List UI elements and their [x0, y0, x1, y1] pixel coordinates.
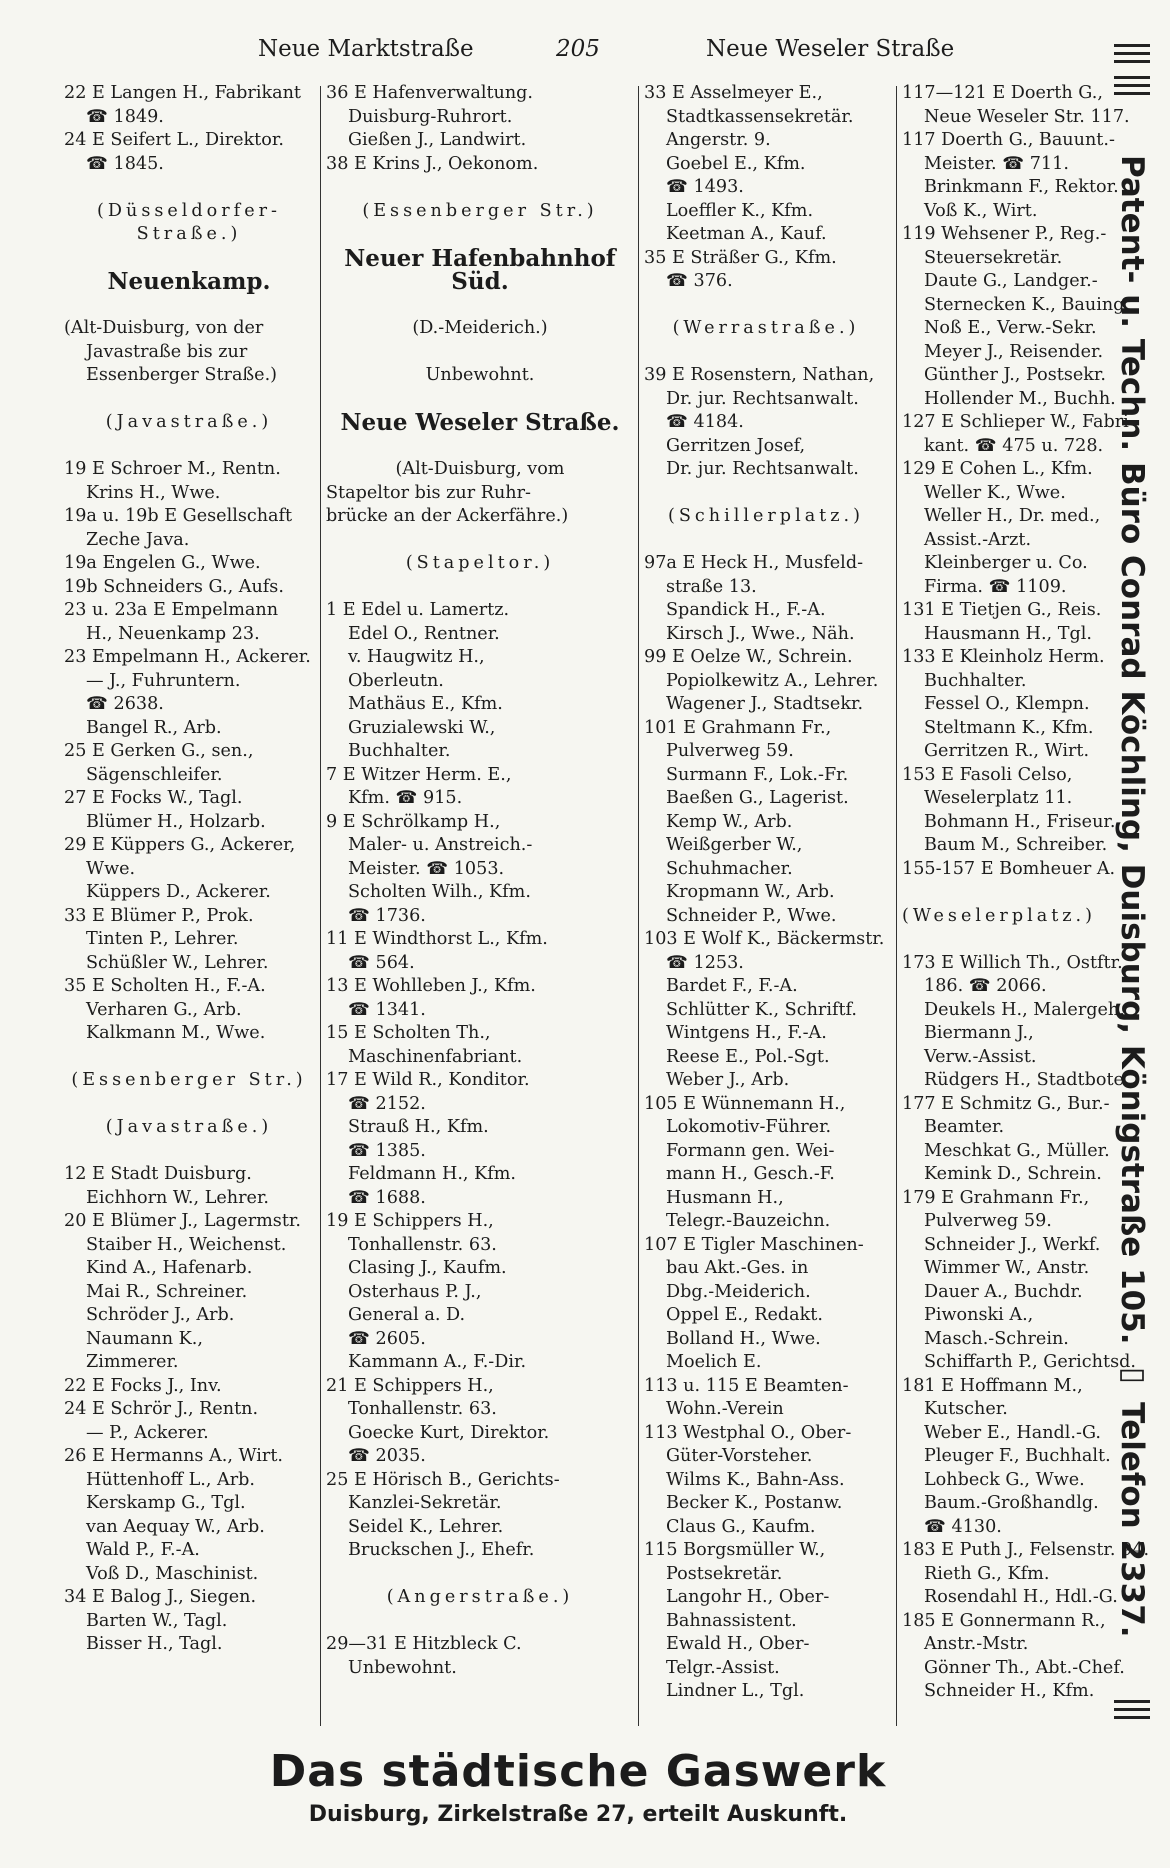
entry-line: Weißgerber W., — [666, 835, 803, 855]
entry-line: 26 E Hermanns A., Wirt. — [64, 1446, 283, 1466]
entry-line: Mai R., Schreiner. — [86, 1281, 248, 1302]
entry-line: 33 E Asselmeyer E., — [644, 83, 823, 103]
entry-line: Rüdgers H., Stadtbote. — [924, 1070, 1130, 1090]
spacer — [326, 176, 634, 200]
entry-line: Wagener J., Stadtsekr. — [666, 694, 864, 714]
entry-line: 113 u. 115 E Beamten- — [644, 1375, 849, 1396]
entry-line: Bisser H., Tagl. — [86, 1634, 223, 1654]
entry-line: 185 E Gonnermann R., — [902, 1610, 1106, 1631]
entry-line: Küppers D., Ackerer. — [86, 882, 271, 902]
entry-line: Noß E., Verw.-Sekr. — [924, 318, 1097, 338]
entry-line: 117—121 E Doerth G., — [902, 83, 1103, 103]
entry-line: 35 E Scholten H., F.-A. — [64, 976, 266, 996]
entry-line: Meyer J., Reisender. — [924, 341, 1104, 362]
column-divider — [638, 86, 639, 1726]
entry-line: ☎ 1849. — [86, 106, 164, 127]
cross-street-label: (Angerstraße.) — [386, 1587, 574, 1607]
entry-line: Gruzialewski W., — [348, 717, 496, 738]
entry-line: Kemp W., Arb. — [666, 811, 793, 832]
ornament-rule — [1114, 52, 1150, 55]
entry-line: 34 E Balog J., Siegen. — [64, 1587, 257, 1607]
entry-line: Anstr.-Mstr. — [924, 1634, 1029, 1654]
entry-line: 36 E Hafenverwaltung. — [326, 83, 534, 103]
ornament-rule — [1114, 1700, 1150, 1703]
spacer — [326, 529, 634, 553]
entry-line: Kammann A., F.-Dir. — [348, 1352, 527, 1372]
entry-line: 103 E Wolf K., Bäckermstr. — [644, 929, 885, 949]
entry-line: Assist.-Arzt. — [924, 529, 1032, 550]
spacer — [64, 294, 314, 318]
entry-line: Lokomotiv-Führer. — [666, 1117, 832, 1137]
entry-line: Weller K., Wwe. — [924, 482, 1066, 503]
entry-line: Meister. ☎ 1053. — [348, 858, 505, 879]
entry-line: Gerritzen Josef, — [666, 435, 806, 456]
entry-line: 20 E Blümer J., Lagermstr. — [64, 1211, 301, 1231]
entry-line: — P., Ackerer. — [86, 1422, 209, 1443]
entry-line: Krins H., Wwe. — [86, 482, 221, 503]
cross-street-label: (Düsseldorfer- — [97, 200, 281, 221]
entry-line: 35 E Sträßer G., Kfm. — [644, 247, 837, 268]
entry-line: Clasing J., Kaufm. — [348, 1258, 507, 1278]
entry-line: Telgr.-Assist. — [666, 1657, 780, 1678]
column-2 — [322, 82, 638, 1730]
column-1 — [60, 82, 318, 1730]
entry-line: 13 E Wohlleben J., Kfm. — [326, 976, 536, 996]
entry-line: Pleuger F., Buchhalt. — [924, 1446, 1111, 1466]
entry-line: Rieth G., Kfm. — [924, 1563, 1050, 1584]
spacer — [64, 1140, 314, 1164]
entry-line: Surmann F., Lok.-Fr. — [666, 764, 849, 785]
entry-line: Essenberger Straße.) — [86, 365, 278, 385]
entry-line: Dbg.-Meiderich. — [666, 1281, 811, 1302]
entry-line: (D.-Meiderich.) — [412, 318, 548, 338]
entry-line: Postsekretär. — [666, 1563, 783, 1584]
entry-line: ☎ 2638. — [86, 694, 164, 714]
entry-line: ☎ 2152. — [348, 1093, 426, 1114]
entry-line: 173 E Willich Th., Ostftr. — [902, 952, 1123, 973]
entry-line: Stapeltor bis zur Ruhr- — [326, 482, 531, 503]
entry-line: Lohbeck G., Wwe. — [924, 1469, 1085, 1490]
spacer — [902, 881, 1092, 905]
entry-line: Beamter. — [924, 1117, 1005, 1137]
street-heading: Neuenkamp. — [107, 268, 271, 295]
entry-line: 19 E Schippers H., — [326, 1211, 494, 1231]
entry-line: 117 Doerth G., Bauunt.- — [902, 130, 1115, 150]
header-left-street: Neue Marktstraße — [258, 36, 474, 62]
entry-line: Zeche Java. — [86, 529, 190, 550]
column-divider — [320, 86, 321, 1726]
entry-line: 25 E Hörisch B., Gerichts- — [326, 1469, 560, 1490]
entry-line: H., Neuenkamp 23. — [86, 623, 260, 644]
entry-line: 177 E Schmitz G., Bur.- — [902, 1093, 1110, 1114]
spacer — [326, 435, 634, 459]
entry-line: ☎ 376. — [666, 271, 733, 291]
spacer — [64, 247, 314, 271]
entry-line: Claus G., Kaufm. — [666, 1516, 816, 1537]
street-heading: Neuer Hafenbahnhof — [344, 244, 616, 272]
entry-line: Wwe. — [86, 858, 136, 879]
entry-line: Duisburg-Ruhrort. — [348, 106, 513, 127]
entry-line: Spandick H., F.-A. — [666, 600, 826, 620]
entry-line: Naumann K., — [86, 1328, 203, 1349]
entry-line: General a. D. — [348, 1305, 466, 1325]
entry-line: Kerskamp G., Tgl. — [86, 1493, 246, 1513]
header-right-street: Neue Weseler Straße — [706, 36, 955, 62]
entry-line: Angerstr. 9. — [666, 130, 771, 150]
entry-line: Wald P., F.-A. — [86, 1540, 200, 1560]
entry-line: Lindner L., Tgl. — [666, 1681, 805, 1701]
spacer — [326, 576, 634, 600]
entry-line: ☎ 1341. — [348, 999, 426, 1020]
spacer — [326, 1610, 634, 1634]
cross-street-label: (Weselerplatz.) — [902, 905, 1096, 926]
entry-line: Masch.-Schrein. — [924, 1328, 1069, 1349]
entry-line: Unbewohnt. — [425, 365, 535, 385]
entry-line: Maschinenfabriant. — [348, 1046, 523, 1067]
entry-line: 19 E Schroer M., Rentn. — [64, 459, 281, 479]
street-heading: Süd. — [451, 268, 509, 295]
entry-line: Weselerplatz 11. — [924, 788, 1073, 808]
spacer — [644, 482, 888, 506]
street-heading: Neue Weseler Straße. — [340, 409, 620, 436]
entry-line: Schneider P., Wwe. — [666, 905, 837, 926]
cross-street-label: Straße.) — [136, 224, 242, 244]
entry-line: 19a Engelen G., Wwe. — [64, 553, 261, 573]
margin-advertisement — [1104, 36, 1160, 1756]
entry-line: Javastraße bis zur — [86, 341, 248, 362]
ornament-rule — [1114, 84, 1150, 87]
entry-line: 1 E Edel u. Lamertz. — [326, 600, 510, 620]
entry-line: Eichhorn W., Lehrer. — [86, 1187, 270, 1208]
entry-line: Gönner Th., Abt.-Chef. — [924, 1657, 1125, 1678]
ornament-rule — [1114, 44, 1150, 47]
ornament-rule — [1114, 60, 1150, 63]
entry-line: ☎ 1688. — [348, 1187, 426, 1208]
entry-line: Zimmerer. — [86, 1352, 179, 1372]
entry-line: Piwonski A., — [924, 1305, 1034, 1325]
entry-line: Steltmann K., Kfm. — [924, 717, 1094, 738]
entry-line: Schröder J., Arb. — [86, 1305, 235, 1325]
entry-line: Pulverweg 59. — [924, 1211, 1052, 1231]
entry-line: 181 E Hoffmann M., — [902, 1375, 1083, 1396]
entry-line: Seidel K., Lehrer. — [348, 1516, 504, 1537]
entry-line: Staiber H., Weichenst. — [86, 1234, 287, 1255]
cross-street-label: (Werrastraße.) — [672, 318, 860, 338]
entry-line: 33 E Blümer P., Prok. — [64, 905, 254, 926]
entry-line: 19b Schneiders G., Aufs. — [64, 576, 284, 597]
entry-line: Mathäus E., Kfm. — [348, 694, 503, 714]
entry-line: Strauß H., Kfm. — [348, 1117, 489, 1137]
entry-line: 186. ☎ 2066. — [924, 976, 1047, 996]
entry-line: 17 E Wild R., Konditor. — [326, 1070, 530, 1090]
entry-line: Langohr H., Ober- — [666, 1587, 830, 1607]
entry-line: 9 E Schrölkamp H., — [326, 811, 501, 832]
entry-line: Biermann J., — [924, 1023, 1034, 1043]
column-divider — [896, 86, 897, 1726]
ornament-rule — [1114, 1708, 1150, 1711]
spacer — [64, 1093, 314, 1117]
entry-line: Rosendahl H., Hdl.-G. — [924, 1587, 1118, 1607]
entry-line: Edel O., Rentner. — [348, 623, 500, 644]
entry-line: 127 E Schlieper W., Fabri- — [902, 412, 1135, 432]
entry-line: Becker K., Postanw. — [666, 1493, 843, 1513]
cross-street-label: (Stapeltor.) — [405, 553, 555, 573]
entry-line: ☎ 1845. — [86, 153, 164, 174]
entry-line: ☎ 1385. — [348, 1140, 426, 1161]
entry-line: — J., Fuhruntern. — [86, 670, 241, 691]
spacer — [326, 1563, 634, 1587]
entry-line: Bohmann H., Friseur. — [924, 811, 1116, 832]
entry-line: Kutscher. — [924, 1399, 1008, 1419]
entry-line: Kalkmann M., Wwe. — [86, 1023, 266, 1043]
cross-street-label: (Javastraße.) — [105, 412, 273, 432]
entry-line: Unbewohnt. — [348, 1657, 457, 1678]
entry-line: 15 E Scholten Th., — [326, 1023, 491, 1043]
entry-line: Schlütter K., Schriftf. — [666, 999, 858, 1020]
entry-line: Formann gen. Wei- — [666, 1140, 835, 1161]
entry-line: 129 E Cohen L., Kfm. — [902, 459, 1093, 479]
entry-line: Wohn.-Verein — [666, 1399, 784, 1419]
entry-line: Schneider H., Kfm. — [924, 1681, 1095, 1701]
entry-line: ☎ 2035. — [348, 1446, 426, 1466]
cross-street-label: (Schillerplatz.) — [668, 506, 864, 526]
spacer — [64, 1046, 314, 1070]
entry-line: Dr. jur. Rechtsanwalt. — [666, 388, 859, 409]
entry-line: Hüttenhoff L., Arb. — [86, 1469, 256, 1490]
entry-line: Baum.-Großhandlg. — [924, 1493, 1099, 1513]
entry-line: 7 E Witzer Herm. E., — [326, 764, 512, 785]
entry-line: Oppel E., Redakt. — [666, 1305, 823, 1325]
entry-line: Buchhalter. — [348, 741, 451, 761]
entry-line: 19a u. 19b E Gesellschaft — [64, 506, 293, 526]
entry-line: Hausmann H., Tgl. — [924, 623, 1092, 644]
entry-line: Steuersekretär. — [924, 247, 1063, 268]
entry-line: 105 E Wünnemann H., — [644, 1093, 846, 1114]
entry-line: Kfm. ☎ 915. — [348, 788, 463, 808]
entry-line: Hollender M., Buchh. — [924, 388, 1116, 409]
entry-line: Wimmer W., Anstr. — [924, 1258, 1090, 1278]
entry-line: Barten W., Tagl. — [86, 1610, 228, 1631]
entry-line: mann H., Gesch.-F. — [666, 1164, 835, 1184]
entry-line: 25 E Gerken G., sen., — [64, 741, 254, 761]
entry-line: Weber J., Arb. — [666, 1070, 790, 1090]
entry-line: 99 E Oelze W., Schrein. — [644, 647, 853, 667]
entry-line: Kirsch J., Wwe., Näh. — [666, 623, 855, 644]
entry-line: 12 E Stadt Duisburg. — [64, 1164, 252, 1184]
entry-line: Weber E., Handl.-G. — [924, 1422, 1101, 1443]
entry-line: Verharen G., Arb. — [86, 999, 242, 1020]
entry-line: van Aequay W., Arb. — [86, 1516, 265, 1537]
entry-line: 29—31 E Hitzbleck C. — [326, 1634, 522, 1654]
entry-line: Wintgens H., F.-A. — [666, 1023, 827, 1043]
entry-line: Gerritzen R., Wirt. — [924, 741, 1090, 761]
entry-line: 29 E Küppers G., Ackerer, — [64, 835, 296, 855]
entry-line: Husmann H., — [666, 1187, 784, 1208]
entry-line: Günther J., Postsekr. — [924, 365, 1106, 385]
ornament-rule — [1114, 76, 1150, 79]
entry-line: Bardet F., F.-A. — [666, 976, 798, 996]
entry-line: 101 E Grahmann Fr., — [644, 717, 832, 738]
spacer — [644, 294, 888, 318]
entry-line: Voß D., Maschinist. — [86, 1563, 259, 1584]
entry-line: Bolland H., Wwe. — [666, 1328, 821, 1349]
entry-line: Fessel O., Klempn. — [924, 694, 1090, 714]
entry-line: bau Akt.-Ges. in — [666, 1258, 809, 1278]
entry-line: Kropmann W., Arb. — [666, 882, 835, 902]
entry-line: Tonhallenstr. 63. — [348, 1399, 497, 1419]
entry-line: 179 E Grahmann Fr., — [902, 1187, 1090, 1208]
entry-line: Güter-Vorsteher. — [666, 1446, 813, 1466]
entry-line: 107 E Tigler Maschinen- — [644, 1234, 864, 1255]
entry-line: Bahnassistent. — [666, 1610, 797, 1631]
entry-line: Bangel R., Arb. — [86, 717, 222, 738]
entry-line: 11 E Windthorst L., Kfm. — [326, 929, 548, 949]
spacer — [64, 176, 314, 200]
entry-line: ☎ 564. — [348, 952, 415, 973]
entry-line: Meschkat G., Müller. — [924, 1140, 1110, 1161]
entry-line: Kind A., Hafenarb. — [86, 1258, 253, 1278]
entry-line: Scholten Wilh., Kfm. — [348, 882, 531, 902]
entry-line: 113 Westphal O., Ober- — [644, 1422, 852, 1443]
entry-line: Kemink D., Schrein. — [924, 1164, 1102, 1184]
entry-line: Wilms K., Bahn-Ass. — [666, 1469, 845, 1490]
entry-line: ☎ 4130. — [924, 1516, 1002, 1537]
entry-line: 23 u. 23a E Empelmann — [64, 600, 279, 620]
entry-line: Schiffarth P., Gerichtsd. — [924, 1352, 1136, 1372]
cross-street-label: (Essenberger Str.) — [362, 200, 598, 221]
entry-line: ☎ 1736. — [348, 905, 426, 926]
entry-line: Keetman A., Kauf. — [666, 224, 827, 244]
spacer — [64, 388, 314, 412]
entry-line: Buchhalter. — [924, 670, 1027, 691]
entry-line: Stadtkassensekretär. — [666, 106, 854, 127]
entry-line: Goecke Kurt, Direktor. — [348, 1422, 550, 1443]
cross-street-label: (Javastraße.) — [105, 1117, 273, 1137]
entry-line: 24 E Seifert L., Direktor. — [64, 130, 284, 150]
entry-line: Feldmann H., Kfm. — [348, 1164, 517, 1184]
entry-line: straße 13. — [666, 576, 757, 597]
entry-line: Tinten P., Lehrer. — [86, 929, 239, 949]
entry-line: 38 E Krins J., Oekonom. — [326, 153, 539, 174]
entry-line: Voß K., Wirt. — [924, 200, 1038, 221]
spacer — [644, 529, 888, 553]
entry-line: Maler- u. Anstreich.- — [348, 835, 533, 855]
entry-line: v. Haugwitz H., — [348, 647, 485, 667]
entry-line: Dr. jur. Rechtsanwalt. — [666, 459, 859, 479]
entry-line: 24 E Schrör J., Rentn. — [64, 1399, 259, 1419]
entry-line: 115 Borgsmüller W., — [644, 1540, 826, 1560]
entry-line: Tonhallenstr. 63. — [348, 1234, 497, 1255]
entry-line: Schneider J., Werkf. — [924, 1234, 1101, 1255]
entry-line: Pulverweg 59. — [666, 741, 794, 761]
entry-line: Sternecken K., Bauing. — [924, 294, 1131, 315]
entry-line: Osterhaus P. J., — [348, 1281, 482, 1302]
entry-line: 131 E Tietjen G., Reis. — [902, 600, 1102, 620]
page-number: 205 — [556, 36, 600, 62]
spacer — [64, 435, 314, 459]
entry-line: 155-157 E Bomheuer A. — [902, 858, 1116, 879]
margin-advertisement-text: Patent- u. Techn. Büro Conrad Köchling, Duisburg, Königstraße 105. ▭ Telefon 2337. — [1114, 154, 1150, 1638]
entry-line: ☎ 4184. — [666, 412, 744, 432]
entry-line: 183 E Puth J., Felsenstr. 94. — [902, 1540, 1150, 1560]
entry-line: Gießen J., Landwirt. — [348, 130, 527, 150]
entry-line: 153 E Fasoli Celso, — [902, 764, 1073, 785]
entry-line: Sägenschleifer. — [86, 764, 223, 785]
entry-line: Baeßen G., Lagerist. — [666, 788, 849, 808]
spacer — [326, 223, 634, 247]
entry-line: (Alt-Duisburg, von der — [64, 318, 264, 338]
spacer — [644, 341, 888, 365]
entry-line: Moelich E. — [666, 1352, 762, 1372]
footer-subtitle: Duisburg, Zirkelstraße 27, erteilt Auskunft. — [308, 1802, 848, 1827]
entry-line: Telegr.-Bauzeichn. — [666, 1211, 831, 1231]
column-3 — [640, 82, 892, 1730]
footer-advertisement — [60, 1744, 1096, 1854]
entry-line: brücke an der Ackerfähre.) — [326, 506, 569, 526]
entry-line: kant. ☎ 475 u. 728. — [924, 435, 1104, 456]
spacer — [326, 294, 634, 318]
entry-line: Schuhmacher. — [666, 858, 793, 879]
entry-line: Kleinberger u. Co. — [924, 553, 1088, 573]
entry-line: ☎ 1253. — [666, 952, 744, 973]
entry-line: 27 E Focks W., Tagl. — [64, 788, 243, 808]
entry-line: 39 E Rosenstern, Nathan, — [644, 365, 875, 385]
entry-line: Brinkmann F., Rektor. — [924, 177, 1119, 197]
entry-line: ☎ 1493. — [666, 177, 744, 197]
entry-line: Dauer A., Buchdr. — [924, 1281, 1083, 1302]
spacer — [326, 388, 634, 412]
entry-line: Popiolkewitz A., Lehrer. — [666, 670, 879, 691]
entry-line: 133 E Kleinholz Herm. — [902, 647, 1105, 667]
entry-line: 22 E Focks J., Inv. — [64, 1375, 222, 1396]
entry-line: 97a E Heck H., Musfeld- — [644, 553, 864, 573]
entry-line: Baum M., Schreiber. — [924, 835, 1108, 855]
running-header — [60, 36, 1096, 76]
entry-line: Schüßler W., Lehrer. — [86, 952, 269, 973]
entry-line: Loeffler K., Kfm. — [666, 200, 814, 221]
entry-line: ☎ 2605. — [348, 1328, 426, 1349]
ornament-rule — [1114, 1716, 1150, 1719]
entry-line: Neue Weseler Str. 117. — [924, 106, 1130, 127]
spacer — [326, 341, 634, 365]
entry-line: Weller H., Dr. med., — [924, 506, 1101, 526]
entry-line: Bruckschen J., Ehefr. — [348, 1540, 535, 1560]
entry-line: Deukels H., Malergeh. — [924, 999, 1125, 1020]
footer-title: Das städtische Gaswerk — [269, 1746, 887, 1797]
entry-line: Oberleutn. — [348, 670, 444, 691]
cross-street-label: (Essenberger Str.) — [71, 1070, 307, 1090]
entry-line: 119 Wehsener P., Reg.- — [902, 224, 1107, 244]
entry-line: 21 E Schippers H., — [326, 1375, 494, 1396]
spacer — [902, 928, 1092, 952]
entry-line: Firma. ☎ 1109. — [924, 576, 1067, 597]
entry-line: Verw.-Assist. — [924, 1046, 1037, 1067]
entry-line: 22 E Langen H., Fabrikant — [64, 83, 301, 103]
ornament-rule — [1114, 92, 1150, 95]
entry-line: Daute G., Landger.- — [924, 271, 1098, 291]
entry-line: Ewald H., Ober- — [666, 1634, 810, 1654]
entry-line: Reese E., Pol.-Sgt. — [666, 1046, 830, 1067]
entry-line: Meister. ☎ 711. — [924, 153, 1069, 174]
entry-line: Blümer H., Holzarb. — [86, 811, 266, 832]
entry-line: 23 Empelmann H., Ackerer. — [64, 647, 311, 667]
entry-line: (Alt-Duisburg, vom — [395, 459, 565, 479]
entry-line: Goebel E., Kfm. — [666, 153, 806, 174]
entry-line: Kanzlei-Sekretär. — [348, 1493, 502, 1513]
